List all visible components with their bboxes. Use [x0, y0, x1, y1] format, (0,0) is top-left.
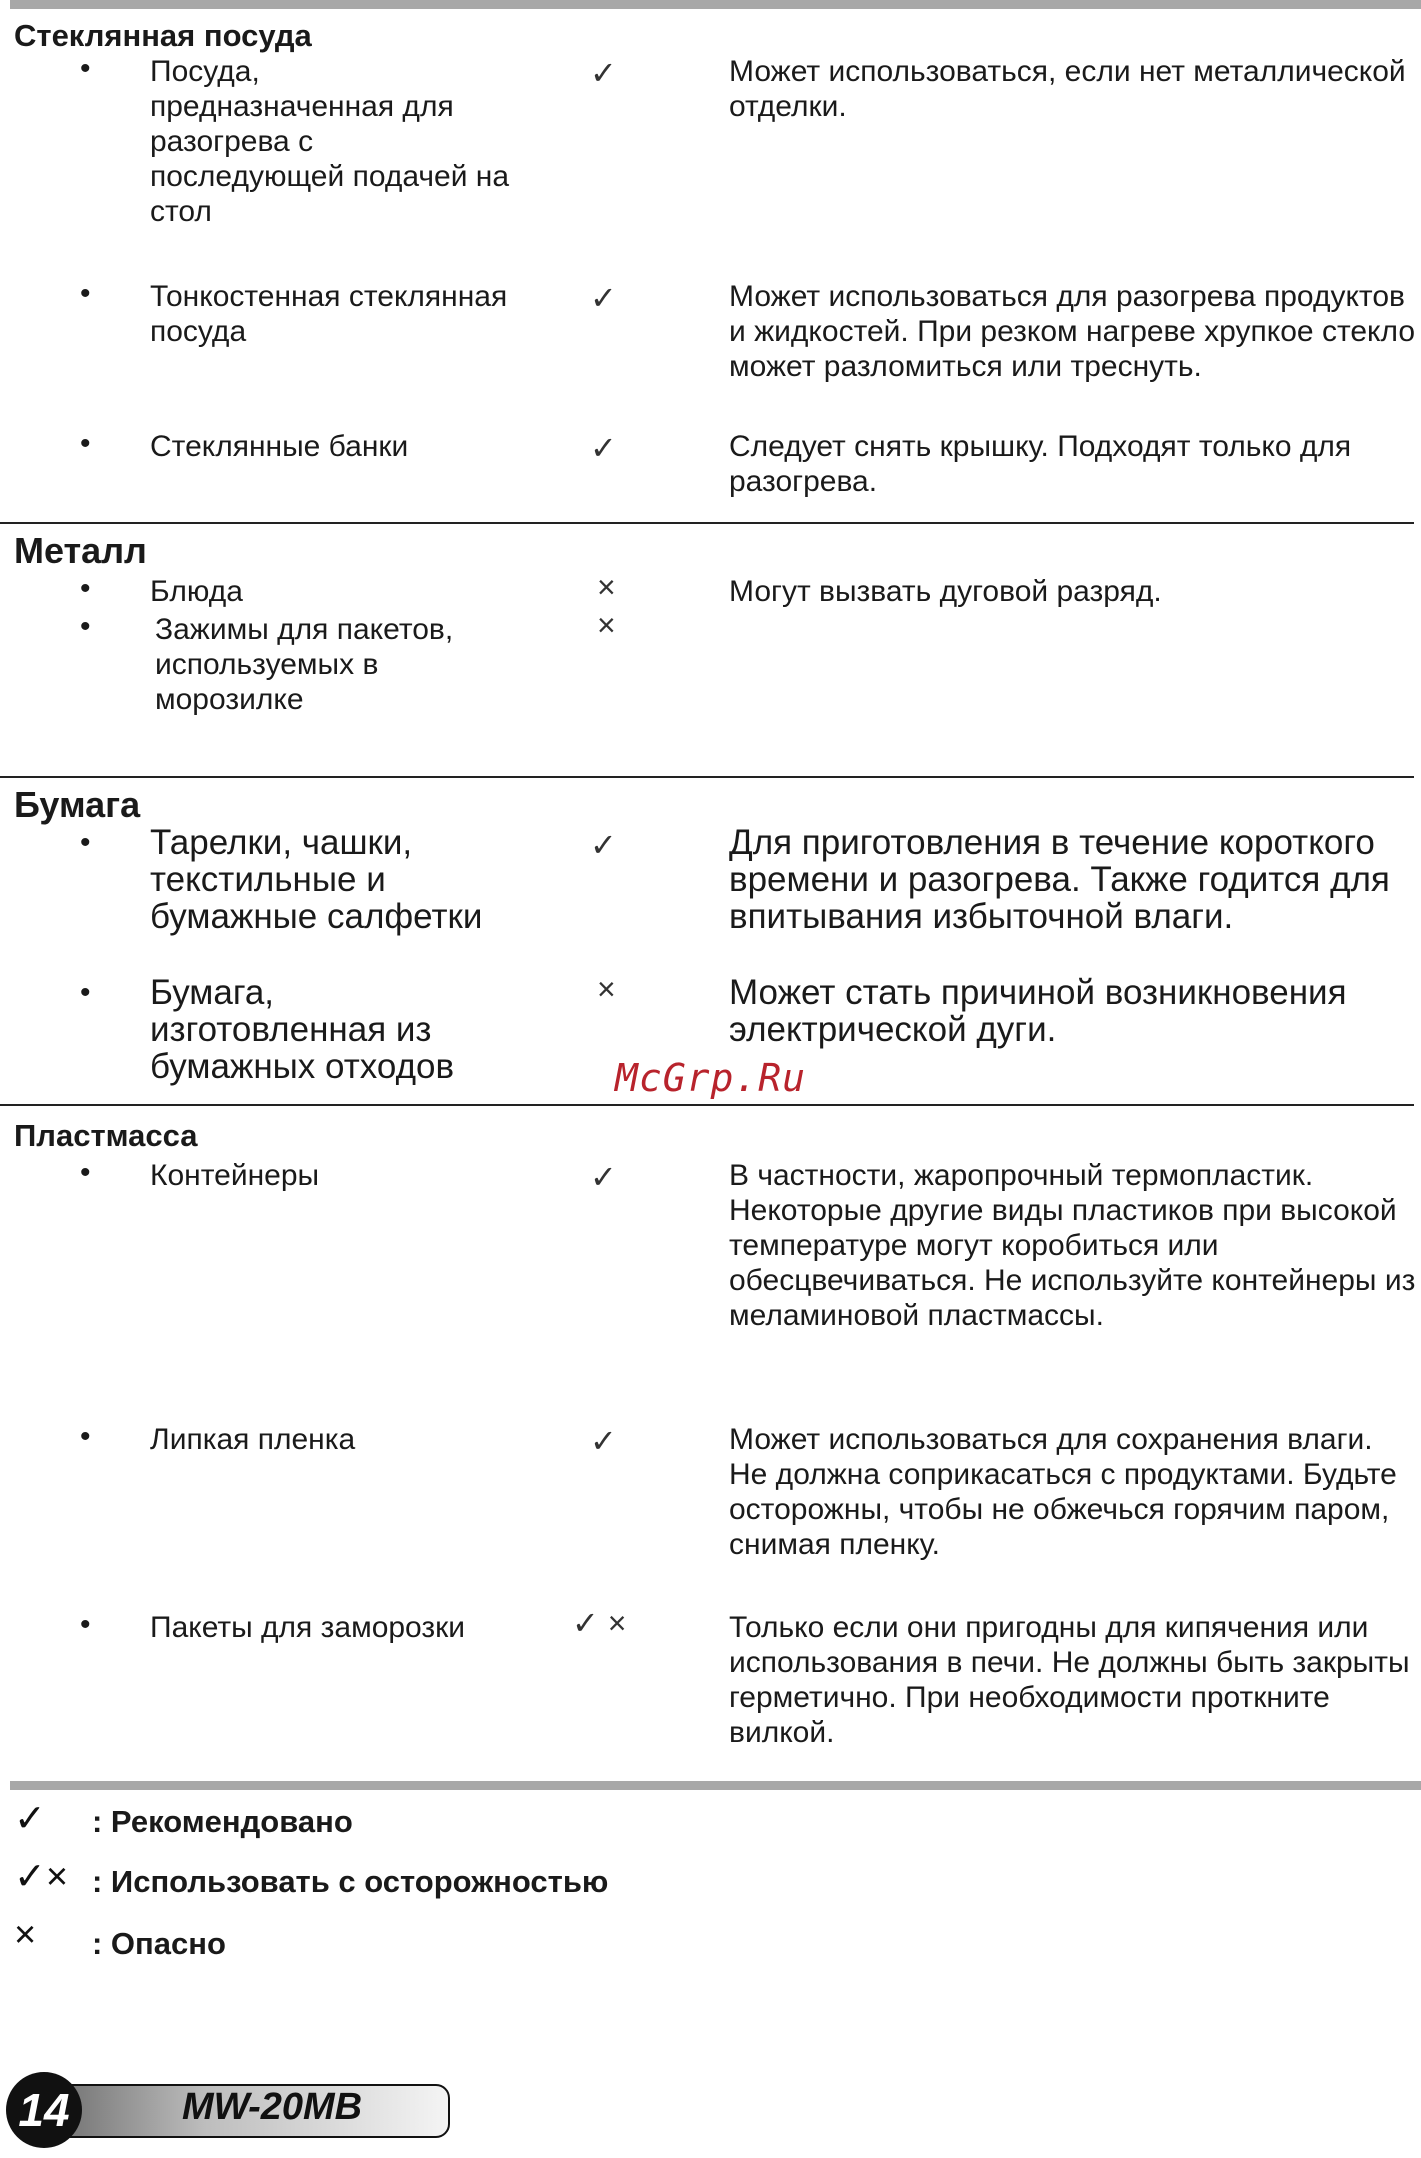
item-containers: Контейнеры [150, 1159, 320, 1192]
bullet: • [80, 52, 91, 85]
item-bag-clips: Зажимы для пакетов, используемых в морозилке [155, 613, 454, 716]
bullet: • [80, 826, 91, 859]
check-icon: ✓ [590, 430, 617, 466]
check-icon: ✓ [590, 1423, 617, 1459]
bullet: • [80, 1420, 91, 1453]
bullet: • [80, 1156, 91, 1189]
item-freezer-bags: Пакеты для заморозки [150, 1611, 466, 1644]
check-icon: ✓ [590, 827, 617, 863]
check-icon: ✓ [590, 1159, 617, 1195]
item-cling-film: Липкая пленка [150, 1423, 356, 1456]
section-divider [0, 776, 1414, 778]
item-glass-serving: Посуда, предназначенная для разогрева с последующей подачей на стол [150, 55, 510, 228]
top-divider-bar [10, 0, 1421, 9]
note-paper-plates: Для приготовления в течение короткого времени и разогрева. Также годится для впитывания избыточной влаги. [729, 823, 1390, 936]
note-glass-serving: Может использоваться, если нет металлической отделки. [729, 55, 1406, 123]
page-number: 14 [6, 2072, 82, 2148]
note-glass-jars: Следует снять крышку. Подходят только для разогрева. [729, 430, 1352, 498]
section-divider [0, 1104, 1414, 1106]
bullet: • [80, 1608, 91, 1641]
cross-icon: × [597, 569, 616, 605]
bullet: • [80, 976, 91, 1009]
item-thin-glass: Тонкостенная стеклянная посуда [150, 280, 508, 348]
bullet: • [80, 572, 91, 605]
item-paper-plates: Тарелки, чашки, текстильные и бумажные салфетки [150, 823, 483, 936]
watermark: McGrp.Ru [615, 1056, 807, 1100]
section-title-paper: Бумага [14, 784, 141, 825]
note-recycled-paper: Может стать причиной возникновения электрической дуги. [729, 973, 1347, 1049]
check-cross-icon: ✓ × [572, 1605, 627, 1641]
note-metal-dishes: Могут вызвать дуговой разряд. [729, 575, 1162, 608]
item-glass-jars: Стеклянные банки [150, 430, 409, 463]
note-cling-film: Может использоваться для сохранения влаги. Не должна соприкасаться с продуктами. Будьте осторожны, чтобы не обжечься горячим паром, снимая пленку. [729, 1423, 1397, 1561]
cross-icon: × [14, 1914, 37, 1956]
legend-caution: : Использовать с осторожностью [92, 1864, 609, 1899]
item-recycled-paper: Бумага, изготовленная из бумажных отходов [150, 973, 455, 1086]
note-thin-glass: Может использоваться для разогрева продуктов и жидкостей. При резком нагреве хрупкое стекло может разломиться или треснуть. [729, 280, 1416, 383]
section-title-metal: Металл [14, 530, 147, 571]
bullet: • [80, 610, 91, 643]
check-icon: ✓ [590, 280, 617, 316]
section-divider [0, 522, 1414, 524]
note-containers: В частности, жаропрочный термопластик. Некоторые другие виды пластиков при высокой температуре могут коробиться или обесцвечиваться. Не используйте контейнеры из меламиновой пластмассы. [729, 1159, 1416, 1332]
check-icon: ✓ [14, 1798, 46, 1840]
bullet: • [80, 427, 91, 460]
cross-icon: × [597, 607, 616, 643]
legend-recommended: : Рекомендовано [92, 1804, 353, 1839]
bullet: • [80, 277, 91, 310]
check-cross-icon: ✓× [14, 1856, 69, 1898]
model-name: MW-20MB [182, 2086, 363, 2128]
section-title-glass: Стеклянная посуда [14, 18, 312, 53]
cross-icon: × [597, 971, 616, 1007]
check-icon: ✓ [590, 55, 617, 91]
item-metal-dishes: Блюда [150, 575, 243, 608]
legend-dangerous: : Опасно [92, 1926, 226, 1961]
section-title-plastic: Пластмасса [14, 1118, 198, 1153]
bottom-divider-bar [10, 1781, 1421, 1790]
note-freezer-bags: Только если они пригодны для кипячения или использования в печи. Не должны быть закрыты герметично. При необходимости проткните вилкой. [729, 1611, 1410, 1749]
